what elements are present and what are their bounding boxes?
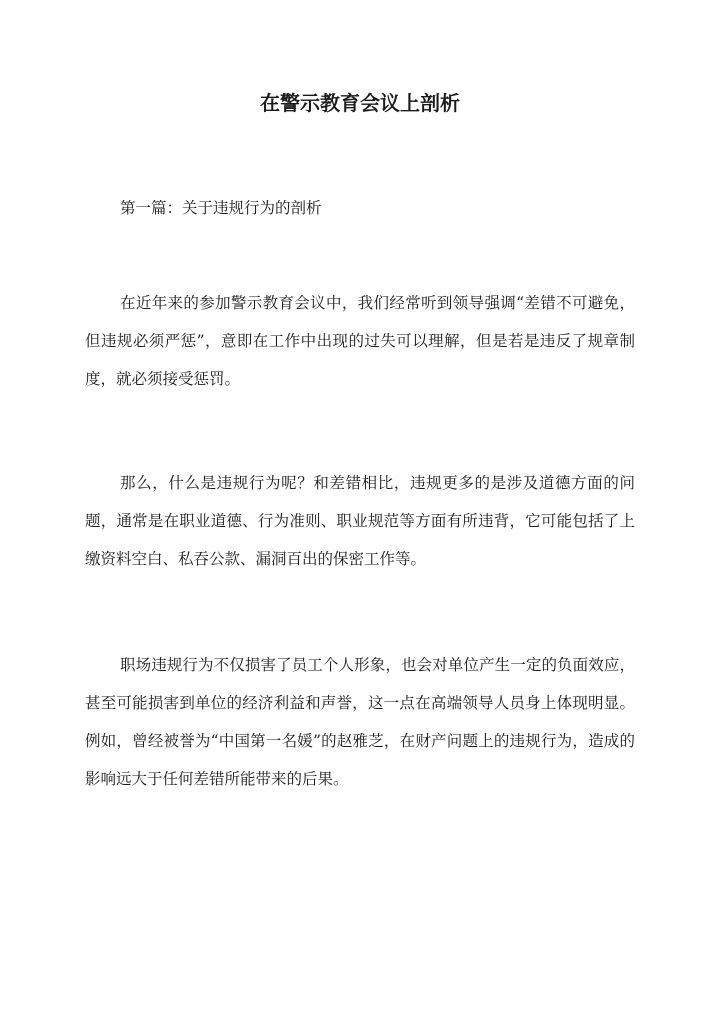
- section-heading: 第一篇：关于违规行为的剖析: [120, 199, 322, 217]
- document-title: 在警示教育会议上剖析: [260, 91, 460, 115]
- paragraph-3: 职场违规行为不仅损害了员工个人形象，也会对单位产生一定的负面效应，甚至可能损害到单位的经济利益和声誉，这一点在高端领导人员身上体现明显。例如，曾经被誉为“中国第一名媛”的赵雅芝，在财产问题上的违规行为，造成的影响远大于任何差错所能带来的后果。: [85, 656, 635, 788]
- paragraph-1: 在近年来的参加警示教育会议中，我们经常听到领导强调“差错不可避免，但违规必须严惩”，意即在工作中出现的过失可以理解，但是若是违反了规章制度，就必须接受惩罚。: [85, 294, 635, 388]
- paragraph-2: 那么，什么是违规行为呢？和差错相比，违规更多的是涉及道德方面的问题，通常是在职业道德、行为准则、职业规范等方面有所违背，它可能包括了上缴资料空白、私吞公款、漏洞百出的保密工作等。: [85, 474, 635, 568]
